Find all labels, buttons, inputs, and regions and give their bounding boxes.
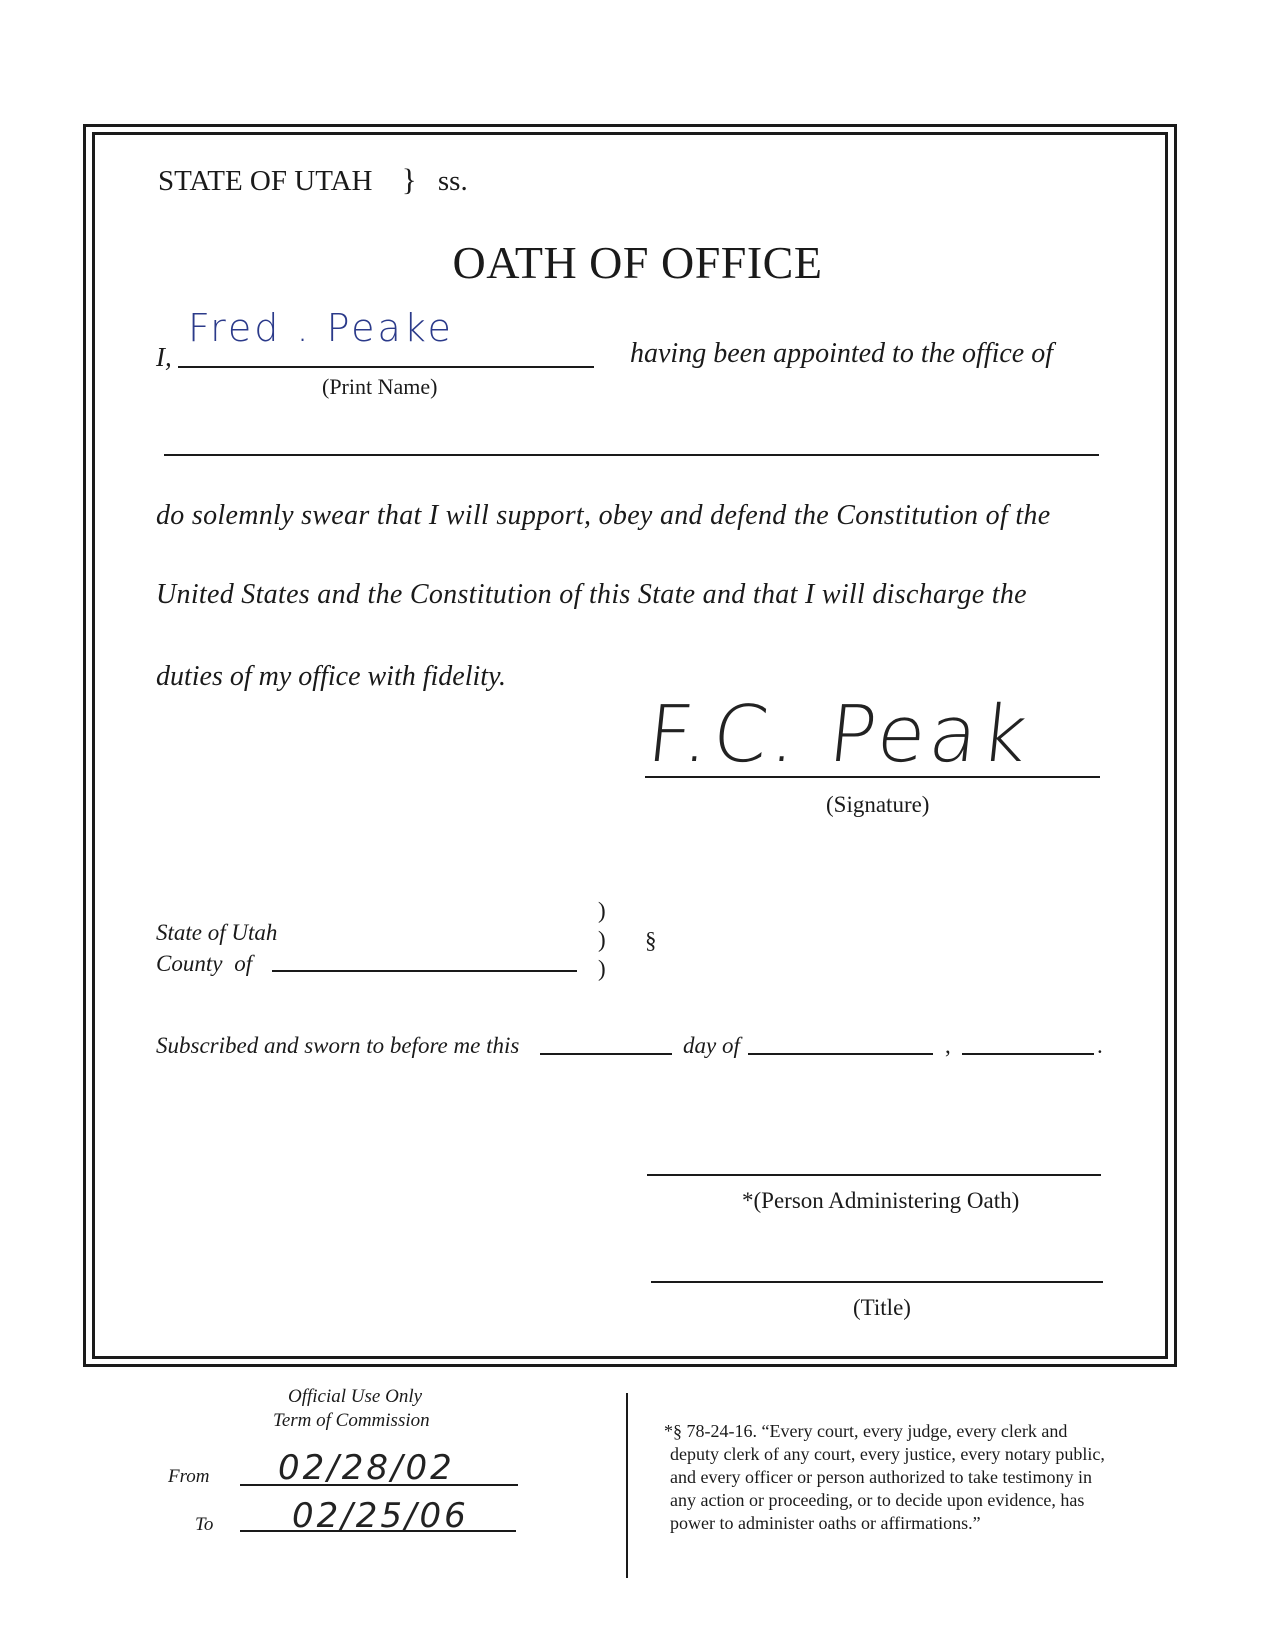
venue-state: State of Utah: [156, 920, 278, 945]
signature-line[interactable]: [645, 776, 1100, 778]
official-use-heading: Official Use Only: [288, 1386, 423, 1407]
to-label: To: [195, 1514, 214, 1535]
office-line[interactable]: [164, 454, 1099, 456]
print-name-handwritten: Fred . Peake: [188, 306, 454, 350]
venue-paren-3: ): [598, 956, 606, 981]
appointed-text: having been appointed to the office of: [630, 338, 1054, 369]
print-name-line[interactable]: [178, 366, 594, 368]
jurat-day-of: day of: [683, 1033, 740, 1058]
venue-paren-1: ): [598, 898, 606, 923]
jurat-comma: ,: [945, 1033, 951, 1058]
footnote: [664, 1420, 1105, 1535]
to-line[interactable]: [240, 1530, 516, 1532]
jurat-day-line[interactable]: [540, 1053, 672, 1055]
administering-line[interactable]: [647, 1174, 1101, 1176]
county-line[interactable]: [272, 970, 577, 972]
from-label: From: [168, 1466, 210, 1487]
state-header: [158, 162, 468, 198]
oath-line-2: United States and the Constitution of this State and that I will discharge the: [156, 579, 1027, 610]
title-line[interactable]: [651, 1281, 1103, 1283]
ss-label: ss.: [437, 165, 468, 197]
signature-handwritten: F.C. Peak: [643, 690, 1036, 780]
header-brace: }: [401, 162, 417, 197]
jurat-year-line[interactable]: [962, 1053, 1094, 1055]
section-symbol: §: [645, 928, 657, 953]
footnote-line-3: and every officer or person authorized to take testimony in: [670, 1467, 1093, 1487]
footnote-line-2: deputy clerk of any court, every justice, every notary public,: [670, 1444, 1105, 1464]
jurat-text: Subscribed and sworn to before me this: [156, 1033, 520, 1058]
page-title: OATH OF OFFICE: [452, 237, 823, 288]
footnote-line-1: *§ 78-24-16. “Every court, every judge, every clerk and: [664, 1421, 1068, 1441]
administering-caption: *(Person Administering Oath): [742, 1188, 1020, 1213]
oath-line-1: do solemnly swear that I will support, obey and defend the Constitution of the: [156, 500, 1051, 531]
footnote-line-5: power to administer oaths or affirmations.”: [670, 1513, 981, 1533]
term-of-commission: Term of Commission: [273, 1410, 430, 1431]
jurat-month-line[interactable]: [748, 1053, 933, 1055]
venue-paren-2: ): [598, 927, 606, 952]
oath-line-3: duties of my office with fidelity.: [156, 661, 506, 692]
to-date-handwritten: 02/25/06: [292, 1496, 469, 1536]
oath-prefix: I,: [156, 342, 172, 372]
title-caption: (Title): [853, 1295, 911, 1320]
signature-caption: (Signature): [826, 792, 930, 817]
footer-divider: [626, 1393, 628, 1578]
footnote-line-4: any action or proceeding, or to decide upon evidence, has: [670, 1490, 1085, 1510]
state-header-label: STATE OF UTAH: [158, 165, 373, 197]
jurat-period: .: [1097, 1033, 1103, 1058]
venue-county-label: County of: [156, 951, 253, 976]
print-name-caption: (Print Name): [322, 374, 438, 399]
from-line[interactable]: [240, 1484, 518, 1486]
from-date-handwritten: 02/28/02: [278, 1448, 455, 1488]
